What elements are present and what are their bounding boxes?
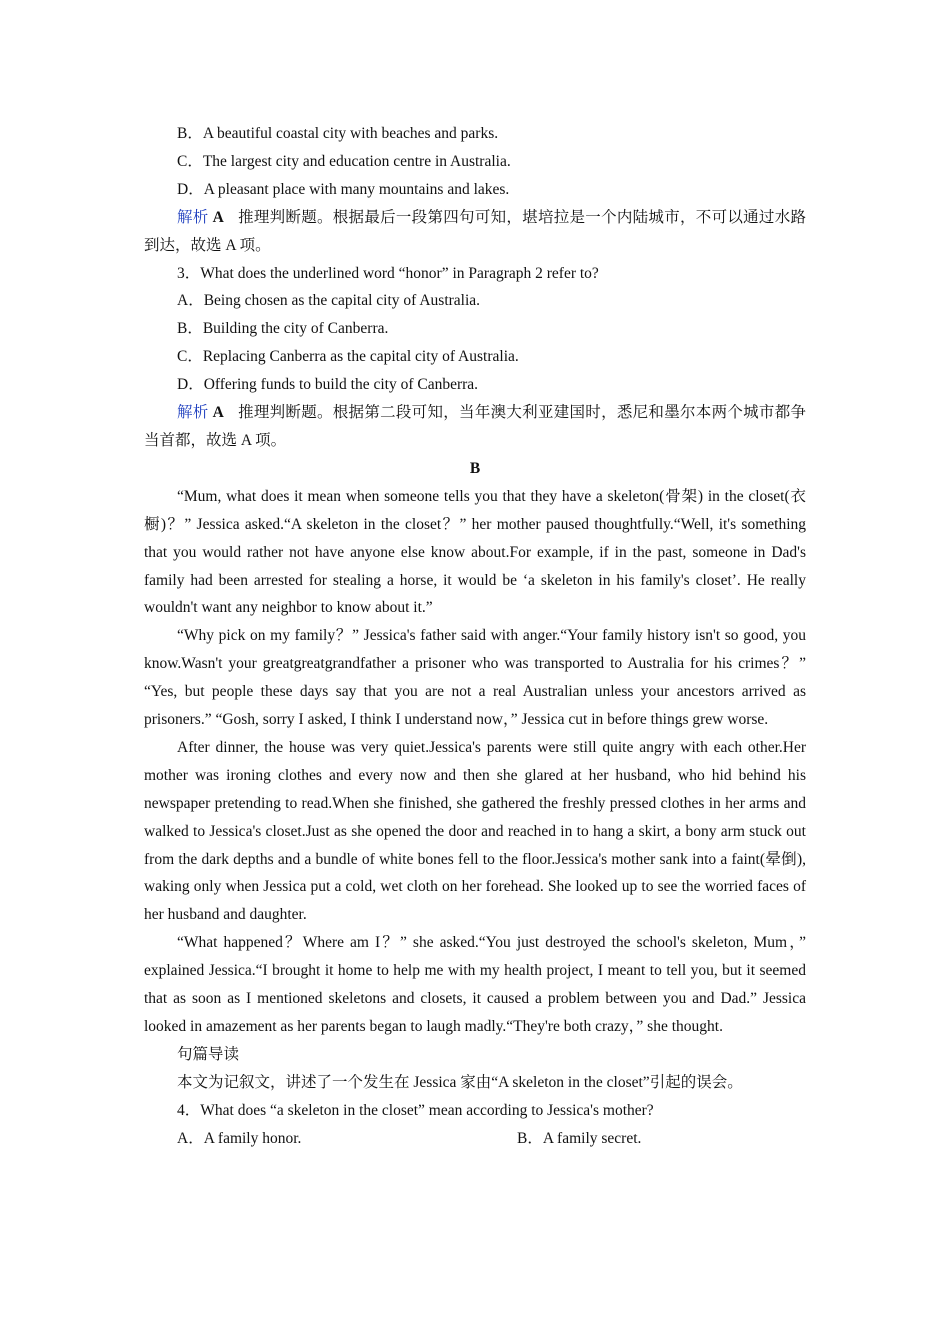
q3-analysis <box>144 399 806 455</box>
analysis-text: 推理判断题。根据最后一段第四句可知，堪培拉是一个内陆城市，不可以通过水路到达，故选 A 项。 <box>144 208 806 254</box>
q2-option-c: C．The largest city and education centre in Australia. <box>177 152 511 170</box>
guide-title: 句篇导读 <box>177 1045 240 1063</box>
q4-option-b: B．A family secret. <box>517 1129 642 1147</box>
q2-option-b: B．A beautiful coastal city with beaches and parks. <box>177 125 499 142</box>
q3-option-c: C．Replacing Canberra as the capital city of Australia. <box>177 348 519 366</box>
passage-paragraph: After dinner, the house was very quiet.Jessica's parents were still quite angry with each other.Her mother was ironing clothes and every now and then she glared at her husband, who hid behind his newspaper pretending to read.When she finished, she gathered the freshly pressed clothes in her arms and walked to Jessica's closet.Just as she opened the door and reached in to hang a skirt, a bony arm stuck out from the dark depths and a bundle of white bones fell to the floor.Jessica's mother sank into a faint(晕倒), waking only when Jessica put a cold, wet cloth on her forehead. She looked up to see the worried faces of her husband and daughter. <box>144 738 806 924</box>
q3-option-d: D．Offering funds to build the city of Canberra. <box>177 376 479 394</box>
passage-paragraph: “What happened？Where am I？” she asked.“You just destroyed the school's skeleton, Mum，” explained Jessica.“I brought it home to help me with my health project, I meant to tell you, but it seemed that as soon as I mentioned skeletons and closets, it caused a problem between you and Dad.” Jessica looked in amazement as her parents began to laugh madly.“They're both crazy，” she thought. <box>144 934 806 1035</box>
q2-analysis <box>144 204 806 260</box>
passage-paragraph: “Mum, what does it mean when someone tells you that they have a skeleton(骨架) in the closet(衣橱)？” Jessica asked.“A skeleton in the closet？” her mother paused thoughtfully.“Well, it's something that you would rather not have anyone else know about.For example, if in the past, someone in Dad's family had been arrested for stealing a horse, it would be ‘a skeleton in his family's closet’. He really wouldn't want any neighbor to know about it.” <box>144 487 806 617</box>
q2-option-d: D．A pleasant place with many mountains and lakes. <box>177 180 510 198</box>
q3-option-a: A．Being chosen as the capital city of Australia. <box>177 292 481 310</box>
q4-option-a: A．A family honor. <box>177 1129 302 1147</box>
analysis-answer: A <box>212 208 224 226</box>
q3-question: 3．What does the underlined word “honor” in Paragraph 2 refer to? <box>177 264 599 282</box>
section-heading: B <box>469 459 481 477</box>
analysis-label: 解析 <box>177 404 209 422</box>
passage-paragraph: “Why pick on my family？” Jessica's father said with anger.“Your family history isn't so good, you know.Wasn't your greatgreatgrandfather a prisoner who was transported to Australia for his crimes？” “Yes, but people these days say that you are not a real Australian unless your ancestors arrived as prisoners.” “Gosh, sorry I asked, I think I understand now，” Jessica cut in before things grew worse. <box>144 627 806 729</box>
guide-text: 本文为记叙文，讲述了一个发生在 Jessica 家由“A skeleton in the closet”引起的误会。 <box>177 1073 743 1091</box>
q4-options-row <box>144 1125 806 1153</box>
document-page <box>144 120 806 1153</box>
q4-question: 4．What does “a skeleton in the closet” mean according to Jessica's mother? <box>177 1101 654 1119</box>
analysis-label: 解析 <box>177 208 209 226</box>
q3-option-b: B．Building the city of Canberra. <box>177 320 389 338</box>
analysis-answer: A <box>212 404 224 422</box>
analysis-text: 推理判断题。根据第二段可知，当年澳大利亚建国时，悉尼和墨尔本两个城市都争当首都，故选 A 项。 <box>144 404 806 449</box>
